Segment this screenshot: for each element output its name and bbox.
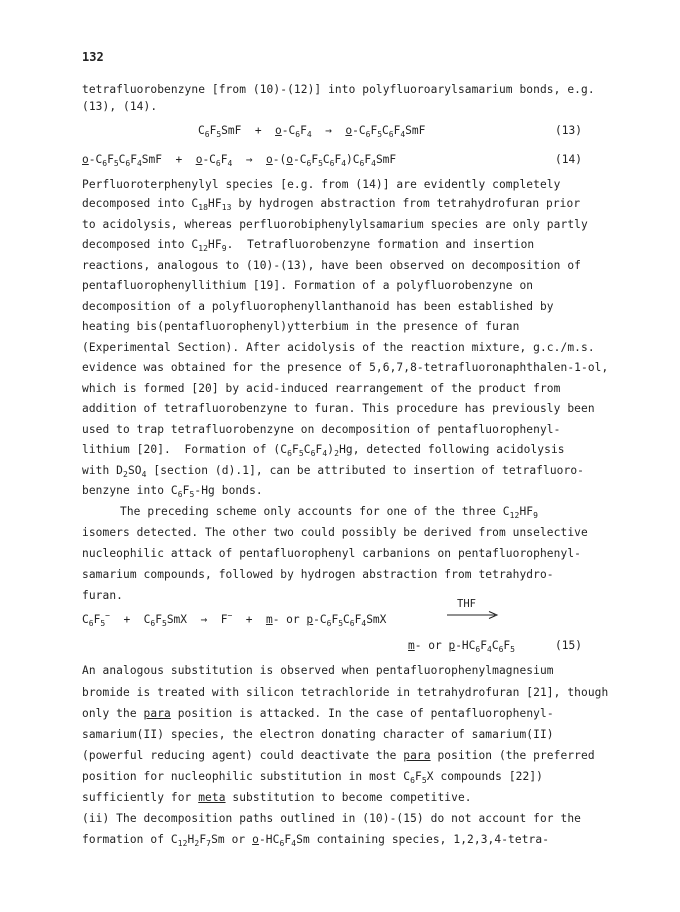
equation-number: (13) <box>555 124 582 137</box>
equation-15-product: m- or $p-HC_6F_4C_6F_5$ <box>408 639 515 654</box>
text-line: (13), (14). <box>82 100 158 113</box>
text-line: decomposition of a polyfluorophenyllanthanoid has been established by <box>82 300 554 313</box>
text-line: bromide is treated with silicon tetrachloride in tetrahydrofuran [21], though <box>82 686 609 699</box>
thf-label: THF <box>457 598 476 610</box>
text-line: The preceding scheme only accounts for one of the three $C_{12}HF_9$ <box>120 505 539 520</box>
text-line: An analogous substitution is observed when pentafluorophenylmagnesium <box>82 664 554 677</box>
text-line: benzyne into $C_6F_5-Hg$ bonds. <box>82 484 263 499</box>
text-line: decomposed into $C_{18}HF_{13}$ by hydrogen abstraction from tetrahydrofuran prior <box>82 197 581 212</box>
equation-14: $o-C_6F_5C_6F_4SmF + o-C_6F_4 \to o-(o-C_6F_5C_6F_4)C_6F_4SmF$ <box>82 153 397 168</box>
text-line: only the para position is attacked. In the case of pentafluorophenyl- <box>82 707 554 720</box>
text-line: nucleophilic attack of pentafluorophenyl carbanions on pentafluorophenyl- <box>82 547 581 560</box>
text-line: decomposed into $C_{12}HF_9$. Tetrafluorobenzyne formation and insertion <box>82 238 535 253</box>
text-line: lithium [20]. Formation of $(C_6F_5C_6F_4)_2Hg$, detected following acidolysis <box>82 443 565 458</box>
text-line: with $D_2SO_4$ [section (d).1], can be attributed to insertion of tetrafluoro- <box>82 464 585 479</box>
text-line: tetrafluorobenzyne [from (10)-(12)] into polyfluoroarylsamarium bonds, e.g. <box>82 83 595 96</box>
text-line: (ii) The decomposition paths outlined in (10)-(15) do not account for the <box>82 812 581 825</box>
reaction-arrow-icon <box>447 610 499 620</box>
text-line: pentafluorophenyllithium [19]. Formation of a polyfluorobenzyne on <box>82 279 534 292</box>
text-line: formation of $C_{12}H_2F_7Sm$ or $o-HC_6F_4Sm$ containing species, 1,2,3,4-tetra- <box>82 833 550 848</box>
text-line: isomers detected. The other two could possibly be derived from unselective <box>82 526 588 539</box>
text-line: evidence was obtained for the presence of 5,6,7,8-tetrafluoronaphthalen-1-ol, <box>82 361 609 374</box>
text-line: heating bis(pentafluorophenyl)ytterbium in the presence of furan <box>82 320 520 333</box>
text-line: samarium(II) species, the electron donating character of samarium(II) <box>82 728 554 741</box>
page-number: 132 <box>82 50 104 64</box>
text-line: furan. <box>82 589 124 602</box>
text-line: sufficiently for meta substitution to become competitive. <box>82 791 472 804</box>
text-line: samarium compounds, followed by hydrogen abstraction from tetrahydro- <box>82 568 554 581</box>
text-line: which is formed [20] by acid-induced rearrangement of the product from <box>82 382 561 395</box>
text-line: (powerful reducing agent) could deactivate the para position (the preferred <box>82 749 595 762</box>
text-line: reactions, analogous to (10)-(13), have been observed on decomposition of <box>82 259 581 272</box>
text-line: Perfluoroterphenylyl species [e.g. from (14)] are evidently completely <box>82 178 561 191</box>
equation-15: $C_6F_5^- + C_6F_5SmX \to F^- + m-$ or $p-C_6F_5C_6F_4SmX$ <box>82 611 387 628</box>
text-line: used to trap tetrafluorobenzyne on decomposition of pentafluorophenyl- <box>82 423 561 436</box>
equation-number: (14) <box>555 153 582 166</box>
text-line: position for nucleophilic substitution in most $C_6F_5X$ compounds [22]) <box>82 770 544 785</box>
text-line: addition of tetrafluorobenzyne to furan. This procedure has previously been <box>82 402 595 415</box>
equation-number: (15) <box>555 639 582 652</box>
equation-13: $C_6F_5SmF + o-C_6F_4 \to o-C_6F_5C_6F_4SmF$ <box>198 124 426 139</box>
text-line: to acidolysis, whereas perfluorobiphenylylsamarium species are only partly <box>82 218 588 231</box>
text-line: (Experimental Section). After acidolysis of the reaction mixture, g.c./m.s. <box>82 341 595 354</box>
